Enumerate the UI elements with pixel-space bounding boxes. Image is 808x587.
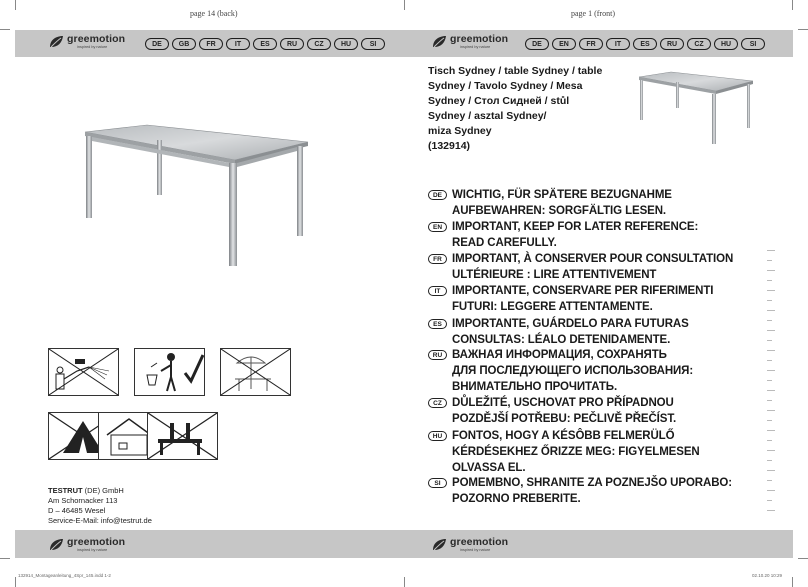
language-pill: HU: [334, 38, 358, 50]
product-number: (132914): [428, 140, 471, 152]
language-pill: ES: [253, 38, 277, 50]
warning-line: ВНИМАТЕЛЬНО ПРОЧИТАТЬ.: [452, 381, 618, 393]
language-pill: ES: [633, 38, 657, 50]
brand-name: greemotion: [450, 536, 509, 548]
language-list-left: [145, 38, 385, 50]
address-city: D – 46485 Wesel: [48, 506, 106, 515]
language-pill: GB: [172, 38, 196, 50]
warning-line: IMPORTANTE, GUÁRDELO PARA FUTURAS: [452, 318, 689, 330]
language-pill: FR: [199, 38, 223, 50]
crop-mark: [792, 577, 793, 587]
language-pill: DE: [145, 38, 169, 50]
language-pill: CZ: [687, 38, 711, 50]
warning-lang-badge: HU: [428, 431, 447, 441]
warning-si: [428, 475, 732, 507]
product-title: [428, 64, 610, 154]
print-file-info: 132914_Montageanleitung_4Spr_145.indd 1-2: [18, 573, 111, 578]
warning-line: POZORNO PREBERITE.: [452, 493, 581, 505]
warning-lang-badge: IT: [428, 286, 447, 296]
brand-logo-footer: [48, 537, 125, 552]
warning-line: CONSULTAS: LÉALO DETENIDAMENTE.: [452, 334, 671, 346]
crop-mark: [792, 0, 793, 10]
brand-logo-footer: [431, 537, 508, 552]
print-timestamp: 02.10.20 10:29: [752, 573, 783, 578]
warning-es: [428, 316, 689, 348]
warning-lang-badge: ES: [428, 319, 447, 329]
product-title-line: Sydney / asztal Sydney/: [428, 110, 547, 122]
crop-mark: [798, 558, 808, 559]
warning-line: OLVASSA EL.: [452, 462, 526, 474]
brand-tagline: inspired by nature: [77, 44, 108, 49]
measuring-ruler: [767, 250, 775, 512]
leaf-logo-icon: [431, 538, 447, 552]
warning-line: READ CAREFULLY.: [452, 237, 557, 249]
warning-line: ULTÉRIEURE : LIRE ATTENTIVEMENT: [452, 269, 657, 281]
brand-name: greemotion: [67, 536, 126, 548]
warning-line: ВАЖНАЯ ИНФОРМАЦИЯ, СОХРАНЯТЬ: [452, 349, 667, 361]
language-pill: RU: [660, 38, 684, 50]
language-pill: DE: [525, 38, 549, 50]
warning-line: FONTOS, HOGY A KÉSÔBB FELMERÜLŐ: [452, 430, 675, 442]
leaf-logo-icon: [48, 35, 64, 49]
language-pill: FR: [579, 38, 603, 50]
warning-fr: [428, 251, 733, 283]
brand-name: greemotion: [67, 33, 126, 45]
language-pill: SI: [741, 38, 765, 50]
brand-tagline: inspired by nature: [77, 547, 108, 552]
language-pill: RU: [280, 38, 304, 50]
product-title-line: Tisch Sydney / table Sydney / table: [428, 65, 603, 77]
brand-tagline: inspired by nature: [460, 547, 491, 552]
crop-mark: [798, 29, 808, 30]
crop-mark: [15, 577, 16, 587]
company-suffix: (DE) GmbH: [82, 486, 124, 495]
language-list-right: [525, 38, 765, 50]
language-pill: SI: [361, 38, 385, 50]
clean-with-water-icon: [134, 348, 205, 396]
company-name: TESTRUT: [48, 486, 83, 495]
warning-lang-badge: FR: [428, 254, 447, 264]
crop-mark: [404, 0, 405, 10]
language-pill: HU: [714, 38, 738, 50]
warning-line: IMPORTANTE, CONSERVARE PER RIFERIMENTI: [452, 285, 714, 297]
warning-de: [428, 187, 672, 219]
no-overload-icon: [147, 412, 218, 460]
no-direct-sun-icon: [220, 348, 291, 396]
company-address: [48, 486, 152, 526]
address-street: Am Schornacker 113: [48, 496, 118, 505]
warning-line: IMPORTANT, KEEP FOR LATER REFERENCE:: [452, 221, 699, 233]
language-pill: IT: [606, 38, 630, 50]
warning-cz: [428, 395, 676, 427]
warning-ru: [428, 347, 693, 395]
warning-lang-badge: SI: [428, 478, 447, 488]
brand-name: greemotion: [450, 33, 509, 45]
product-title-line: Sydney / Стол Сидней / stůl: [428, 95, 570, 107]
crop-mark: [0, 29, 10, 30]
language-pill: IT: [226, 38, 250, 50]
warning-line: POZDĚJŠÍ POTŘEBU: PEČLIVĚ PŘEČÍST.: [452, 413, 677, 425]
brand-logo: [431, 34, 508, 49]
page-label-back: page 14 (back): [190, 9, 238, 18]
warning-lang-badge: RU: [428, 350, 447, 360]
crop-mark: [15, 0, 16, 10]
warning-line: KÉRDÉSEKHEZ ŐRIZZE MEG: FIGYELMESEN: [452, 446, 700, 458]
table-illustration-small: [636, 70, 756, 146]
warning-hu: [428, 428, 700, 476]
warning-line: FUTURI: LEGGERE ATTENTAMENTE.: [452, 301, 653, 313]
warning-line: IMPORTANT, À CONSERVER POUR CONSULTATION: [452, 253, 734, 265]
no-pressure-washer-icon: [48, 348, 119, 396]
warning-line: WICHTIG, FÜR SPÄTERE BEZUGNAHME: [452, 189, 672, 201]
product-title-line: miza Sydney: [428, 125, 492, 137]
crop-mark: [0, 558, 10, 559]
warning-line: ДЛЯ ПОСЛЕДУЮЩЕГО ИСПОЛЬЗОВАНИЯ:: [452, 365, 694, 377]
language-pill: CZ: [307, 38, 331, 50]
warning-lang-badge: DE: [428, 190, 447, 200]
brand-tagline: inspired by nature: [460, 44, 491, 49]
warning-en: [428, 219, 698, 251]
leaf-logo-icon: [48, 538, 64, 552]
warning-line: DŮLEŽITÉ, USCHOVAT PRO PŘÍPADNOU: [452, 397, 674, 409]
warning-lang-badge: CZ: [428, 398, 447, 408]
service-email: Service-E-Mail: info@testrut.de: [48, 516, 152, 525]
page-label-front: page 1 (front): [571, 9, 615, 18]
product-title-line: Sydney / Tavolo Sydney / Mesa: [428, 80, 583, 92]
leaf-logo-icon: [431, 35, 447, 49]
warning-line: AUFBEWAHREN: SORGFÄLTIG LESEN.: [452, 205, 667, 217]
language-pill: EN: [552, 38, 576, 50]
warning-line: POMEMBNO, SHRANITE ZA POZNEJŠO UPORABO:: [452, 477, 732, 489]
crop-mark: [404, 577, 405, 587]
warning-it: [428, 283, 713, 315]
warning-lang-badge: EN: [428, 222, 447, 232]
brand-logo: [48, 34, 125, 49]
table-illustration-large: [78, 120, 310, 270]
